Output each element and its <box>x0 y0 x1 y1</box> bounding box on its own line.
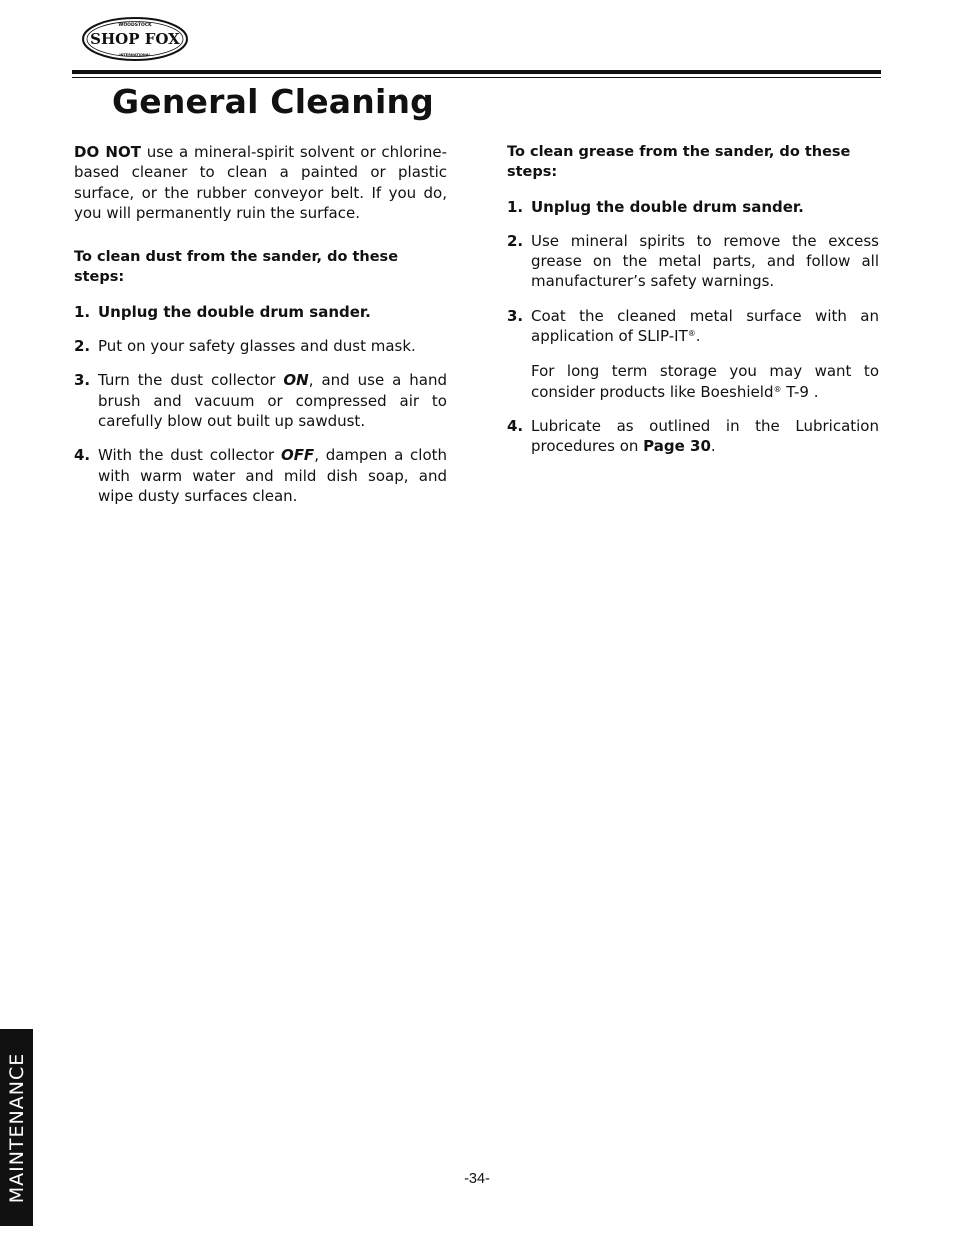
grease-step-4 <box>507 416 879 457</box>
header-rule-thin <box>72 77 881 78</box>
page-number: -34- <box>464 1171 490 1187</box>
step-number: 2. <box>507 231 524 250</box>
right-column <box>507 142 879 471</box>
collector-off-emphasis: OFF <box>280 446 315 465</box>
svg-text:WOODSTOCK: WOODSTOCK <box>118 23 152 28</box>
step-text-pre: With the dust collector <box>98 446 281 465</box>
step-text-post: , and use a hand brush and vacuum or compressed air to carefully blow out built up sawdust. <box>98 371 447 430</box>
dust-step-3 <box>74 370 447 431</box>
step-number: 3. <box>74 371 91 390</box>
step-text: Put on your safety glasses and dust mask. <box>98 337 416 356</box>
section-tab-label: MAINTENANCE <box>5 1052 28 1203</box>
step-text-post: , dampen a cloth with warm water and mild dish soap, and wipe dusty surfaces clean. <box>98 446 448 505</box>
dust-step-2 <box>74 336 447 356</box>
storage-note <box>531 361 879 402</box>
grease-steps-heading: To clean grease from the sander, do these steps: <box>507 144 851 181</box>
step-number: 1. <box>507 197 524 216</box>
dust-step-1 <box>74 302 447 322</box>
svg-text:INTERNATIONAL: INTERNATIONAL <box>119 53 151 57</box>
step-text <box>98 370 447 431</box>
step-text-post: . <box>710 437 716 456</box>
dust-steps-heading: To clean dust from the sander, do these steps: <box>74 249 399 286</box>
left-column <box>74 142 447 520</box>
registered-mark: ® <box>687 329 696 339</box>
step-text-pre: Coat the cleaned metal surface with an application of SLIP-IT <box>531 306 879 346</box>
storage-note-pre: For long term storage you may want to consider products like Boeshield <box>531 362 879 401</box>
page-reference: Page 30 <box>643 437 711 456</box>
step-text: Use mineral spirits to remove the excess grease on the metal parts, and follow all manufacturer’s safety warnings. <box>531 231 879 291</box>
page-title: General Cleaning <box>112 82 434 121</box>
step-number: 3. <box>507 306 524 325</box>
step-text <box>531 306 879 402</box>
step-text: Unplug the double drum sander. <box>98 302 371 321</box>
step-number: 4. <box>507 416 524 435</box>
step-text <box>531 416 879 457</box>
grease-step-3 <box>507 306 879 402</box>
collector-on-emphasis: ON <box>283 371 309 390</box>
header-rule-thick <box>72 70 881 74</box>
svg-text:SHOP FOX: SHOP FOX <box>90 30 180 48</box>
step-text <box>98 445 447 506</box>
warning-bold: DO NOT <box>74 143 141 161</box>
step-number: 1. <box>74 302 91 321</box>
storage-note-post: T-9 . <box>781 382 819 401</box>
grease-step-2 <box>507 231 879 292</box>
section-side-tab <box>0 1029 33 1226</box>
warning-text: use a mineral-spirit solvent or chlorine-based cleaner to clean a painted or plastic surface, or the rubber conveyor belt. If you do, you will permanently ruin the surface. <box>74 143 447 222</box>
step-text: Unplug the double drum sander. <box>531 197 804 216</box>
step-number: 4. <box>74 446 91 465</box>
step-text-pre: Turn the dust collector <box>98 371 284 390</box>
grease-step-1 <box>507 197 879 217</box>
step-number: 2. <box>74 337 91 356</box>
step-text-pre: Lubricate as outlined in the Lubrication procedures on <box>531 416 879 456</box>
shop-fox-logo <box>80 16 190 62</box>
warning-paragraph <box>74 142 447 223</box>
step-text-post: . <box>695 327 701 346</box>
registered-mark: ® <box>773 384 782 394</box>
dust-step-4 <box>74 445 447 506</box>
